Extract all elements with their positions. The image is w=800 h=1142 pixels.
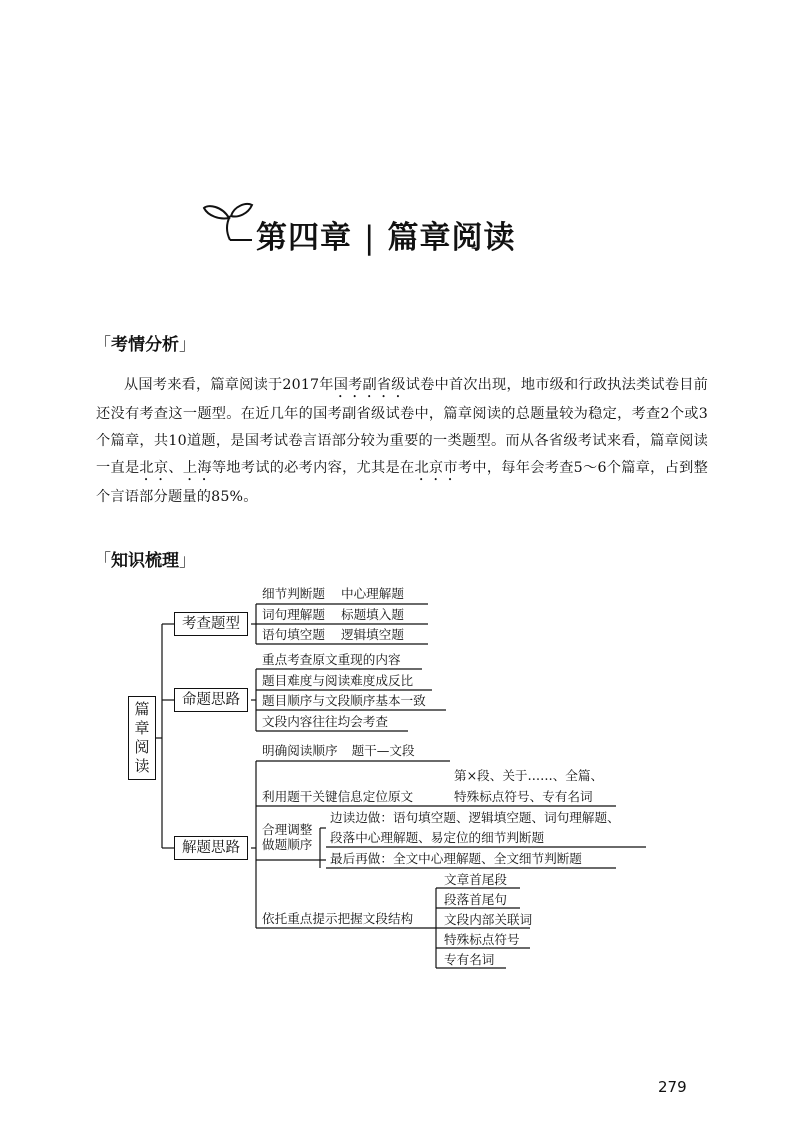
sub-branch-order — [262, 822, 312, 852]
page-number: 279 — [658, 1078, 687, 1096]
root-char: 读 — [134, 757, 150, 775]
chapter-separator: | — [364, 220, 376, 256]
list-item: 边读边做：语句填空题、逻辑填空题、词句理解题、 — [330, 810, 620, 825]
list-item-detail: 特殊标点符号、专有名词 — [454, 789, 593, 804]
root-char: 章 — [134, 719, 150, 737]
list-item: 词句理解题 标题填入题 — [262, 607, 404, 622]
list-item: 专有名词 — [444, 952, 495, 967]
section-title: 知识梳理 — [111, 551, 179, 571]
paragraph-text: 考中，每年会考查5～6个篇章，占到整个言语部分题量的85%。 — [96, 460, 708, 505]
list-item: 段落中心理解题、易定位的细节判断题 — [330, 830, 545, 845]
list-item: 最后再做：全文中心理解题、全文细节判断题 — [330, 851, 582, 866]
branch-question-design: 命题思路 — [174, 688, 248, 712]
mindmap-root — [128, 696, 156, 780]
paragraph-text: 等地考试的必考内容，尤其是在 — [211, 460, 415, 476]
sub-branch-label: 做题顺序 — [262, 837, 313, 852]
paragraph-text: 、 — [168, 460, 183, 476]
chapter-number: 第四章 — [256, 220, 352, 256]
emphasis-text: 北京 — [139, 460, 169, 476]
bracket-open: 「 — [94, 335, 111, 355]
chapter-title: 篇章阅读 — [387, 220, 516, 256]
list-item: 明确阅读顺序 题干—文段 — [262, 743, 415, 758]
sub-branch-label: 合理调整 — [262, 822, 313, 837]
list-item: 依托重点提示把握文段结构 — [262, 911, 414, 926]
list-item: 题目顺序与文段顺序基本一致 — [262, 693, 426, 708]
emphasis-text: 上海 — [182, 460, 212, 476]
list-item: 文段内容往往均会考查 — [262, 714, 388, 729]
list-item: 语句填空题 逻辑填空题 — [262, 627, 404, 642]
bracket-open: 「 — [94, 551, 111, 571]
paragraph-text: 试卷中首次出现，地市级和行政执法类试卷目前还没有考查这一题型。在近几年的国考副省级试卷中，篇章阅读的总题量较为稳定，考查2个或3个篇章，共10道题，是国考试卷言语部分较为重要的一类题型。而从各省级考试来看，篇章阅读一直是 — [96, 377, 708, 476]
bracket-close: 」 — [179, 551, 196, 571]
bracket-close: 」 — [179, 335, 196, 355]
list-item: 重点考查原文重现的内容 — [262, 652, 401, 667]
list-item: 段落首尾句 — [444, 892, 507, 907]
list-item: 特殊标点符号 — [444, 932, 520, 947]
list-item-detail: 第×段、关于……、全篇、 — [454, 768, 604, 783]
list-item: 细节判断题 中心理解题 — [262, 586, 404, 601]
list-item: 文段内部关联词 — [444, 912, 533, 927]
section-title: 考情分析 — [111, 335, 179, 355]
branch-exam-types: 考查题型 — [174, 612, 248, 636]
list-item: 题目难度与阅读难度成反比 — [262, 673, 414, 688]
root-char: 阅 — [134, 738, 150, 756]
emphasis-text: 北京市 — [414, 460, 458, 476]
paragraph-text: 从国考来看，篇章阅读于2017年 — [124, 377, 334, 393]
list-item: 文章首尾段 — [444, 872, 507, 887]
list-item: 利用题干关键信息定位原文 — [262, 789, 414, 804]
root-char: 篇 — [134, 700, 150, 718]
branch-solving-approach: 解题思路 — [174, 836, 248, 860]
emphasis-text: 国考副省级 — [333, 377, 406, 393]
